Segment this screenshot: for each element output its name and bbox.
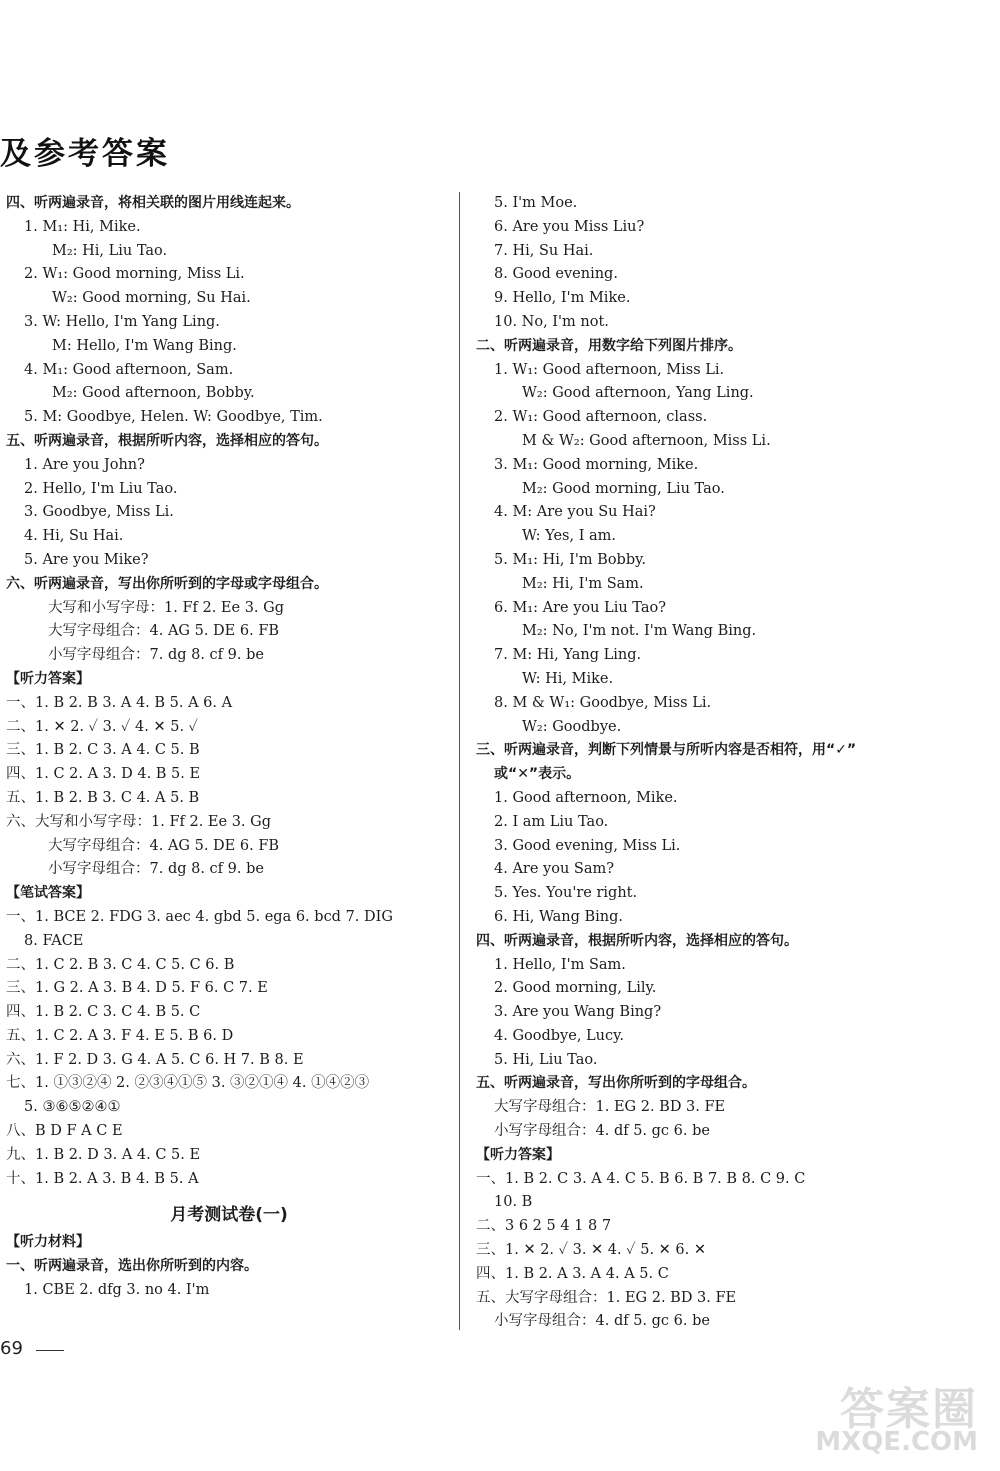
right-column-line: 4. Are you Sam? [494,861,615,878]
right-column-line: 四、1. B 2. A 3. A 4. A 5. C [476,1265,669,1282]
left-column-line: 1. Are you John? [24,456,145,473]
right-column-line: 1. W₁: Good afternoon, Miss Li. [494,361,725,378]
right-column-line: 1. Hello, I'm Sam. [494,956,626,973]
watermark-logo [771,1365,986,1465]
page-title: 及参考答案 [0,136,170,172]
right-column-line: 三、听两遍录音，判断下列情景与所听内容是否相符，用“✓” [476,742,857,759]
left-column-line: 一、听两遍录音，选出你所听到的内容。 [6,1258,258,1275]
left-column-line: 三、1. G 2. A 3. B 4. D 5. F 6. C 7. E [6,980,268,997]
right-column-line: M₂: No, I'm not. I'm Wang Bing. [522,623,757,640]
right-column-line: 五、大写字母组合：1. EG 2. BD 3. FE [476,1289,737,1306]
left-column-line: 九、1. B 2. D 3. A 4. C 5. E [6,1146,201,1163]
right-column-line: 10. B [494,1194,533,1211]
right-column-line: M₂: Hi, I'm Sam. [522,575,644,592]
right-column-line: W: Hi, Mike. [522,670,614,687]
right-column-line: 8. M & W₁: Goodbye, Miss Li. [494,694,712,711]
left-column-line: 五、1. B 2. B 3. C 4. A 5. B [6,789,200,806]
right-column-line: M₂: Good morning, Liu Tao. [522,480,725,497]
right-column-line: 8. Good evening. [494,266,618,283]
left-column-line: 【听力材料】 [6,1234,90,1251]
right-column-line: W: Yes, I am. [522,528,617,545]
left-column-line: 5. ③⑥⑤②④① [24,1099,121,1116]
left-column-line: 【听力答案】 [6,670,90,687]
right-column-line: 小写字母组合：4. df 5. gc 6. be [494,1123,710,1140]
left-column [6,192,452,1303]
left-column-line: 1. CBE 2. dfg 3. no 4. I'm [24,1282,210,1299]
right-column-line: 5. M₁: Hi, I'm Bobby. [494,551,646,568]
left-column-line: 十、1. B 2. A 3. B 4. B 5. A [6,1170,199,1187]
right-column-line: 7. M: Hi, Yang Ling. [494,647,642,664]
left-column-line: 四、听两遍录音，将相关联的图片用线连起来。 [6,195,300,211]
right-column [476,192,986,1334]
right-column-line: 6. M₁: Are you Liu Tao? [494,599,666,616]
left-column-line: 二、1. ✕ 2. ✓ 3. ✓ 4. ✕ 5. ✓ [6,718,199,735]
left-column-line: 4. Hi, Su Hai. [24,528,124,545]
watermark-domain: MXQE.COM [815,1427,978,1457]
right-column-line: 5. I'm Moe. [494,195,578,211]
left-column-line: 5. Are you Mike? [24,551,149,568]
left-column-line: 大写字母组合：4. AG 5. DE 6. FB [48,623,280,640]
right-column-line: 6. Are you Miss Liu? [494,218,645,235]
right-column-line: 1. Good afternoon, Mike. [494,789,678,806]
right-column-line: 大写字母组合：1. EG 2. BD 3. FE [494,1099,726,1116]
left-column-line: 五、1. C 2. A 3. F 4. E 5. B 6. D [6,1027,234,1044]
left-column-line: 【笔试答案】 [6,885,90,902]
watermark-chinese: 答案圈 [840,1384,978,1435]
left-column-line: 2. W₁: Good morning, Miss Li. [24,266,245,283]
left-column-line: 大写字母组合：4. AG 5. DE 6. FB [48,837,280,854]
left-column-line: 四、1. C 2. A 3. D 4. B 5. E [6,766,201,783]
right-column-line: 一、1. B 2. C 3. A 4. C 5. B 6. B 7. B 8. C 9. C [476,1170,806,1187]
right-column-line: 3. M₁: Good morning, Mike. [494,456,699,473]
right-column-line: 5. Hi, Liu Tao. [494,1051,598,1068]
right-column-line: 2. W₁: Good afternoon, class. [494,409,708,426]
right-column-line: M & W₂: Good afternoon, Miss Li. [522,432,771,449]
left-column-line: 2. Hello, I'm Liu Tao. [24,480,178,497]
right-column-line: 7. Hi, Su Hai. [494,242,594,259]
left-column-line: M₂: Hi, Liu Tao. [52,242,168,259]
left-column-line: 3. Goodbye, Miss Li. [24,504,174,521]
right-column-line: 2. I am Liu Tao. [494,813,609,830]
left-column-line: 四、1. B 2. C 3. C 4. B 5. C [6,1004,201,1021]
left-column-line: 8. FACE [24,932,84,949]
left-column-line: 小写字母组合：7. dg 8. cf 9. be [48,647,264,664]
left-column-line: 六、听两遍录音，写出你所听到的字母或字母组合。 [6,575,328,592]
left-column-line: 4. M₁: Good afternoon, Sam. [24,361,234,378]
right-column-line: 【听力答案】 [476,1146,560,1163]
column-divider [459,192,460,1330]
left-column-line: 小写字母组合：7. dg 8. cf 9. be [48,861,264,878]
left-column-line: 七、1. ①③②④ 2. ②③④①⑤ 3. ③②①④ 4. ①④②③ [6,1075,370,1092]
left-column-line: M₂: Good afternoon, Bobby. [52,385,255,402]
left-column-line: 一、1. BCE 2. FDG 3. aec 4. gbd 5. ega 6. bcd 7. DIG [6,908,393,925]
right-column-line: 10. No, I'm not. [494,313,609,330]
page-number-rule [36,1350,64,1351]
left-column-line: 3. W: Hello, I'm Yang Ling. [24,313,220,330]
right-column-line: 四、听两遍录音，根据所听内容，选择相应的答句。 [476,932,798,949]
page-number: 69 [0,1338,23,1359]
left-column-line: M: Hello, I'm Wang Bing. [52,337,237,354]
left-column-line: 一、1. B 2. B 3. A 4. B 5. A 6. A [6,694,233,711]
right-column-line: 三、1. ✕ 2. ✓ 3. ✕ 4. ✓ 5. ✕ 6. ✕ [476,1242,707,1259]
left-column-line: 六、大写和小写字母：1. Ff 2. Ee 3. Gg [6,813,272,830]
left-column-line: 大写和小写字母：1. Ff 2. Ee 3. Gg [48,599,285,616]
right-column-line: 4. M: Are you Su Hai? [494,504,656,521]
right-column-line: 二、3 6 2 5 4 1 8 7 [476,1218,612,1235]
left-column-line: 1. M₁: Hi, Mike. [24,218,141,235]
right-column-line: 9. Hello, I'm Mike. [494,290,631,307]
left-column-line: 三、1. B 2. C 3. A 4. C 5. B [6,742,200,759]
left-column-line: 5. M: Goodbye, Helen. W: Goodbye, Tim. [24,409,323,426]
right-column-line: 2. Good morning, Lily. [494,980,657,997]
right-column-line: 5. Yes. You're right. [494,885,638,902]
right-column-line: 五、听两遍录音，写出你所听到的字母组合。 [476,1075,756,1092]
right-column-line: 4. Goodbye, Lucy. [494,1027,625,1044]
left-column-line: 八、B D F A C E [6,1123,123,1140]
right-column-line: 3. Are you Wang Bing? [494,1004,662,1021]
right-column-line: W₂: Good afternoon, Yang Ling. [522,385,754,402]
left-column-line: 月考测试卷(一) [170,1205,288,1226]
left-column-line: 六、1. F 2. D 3. G 4. A 5. C 6. H 7. B 8. E [6,1051,304,1068]
right-column-line: 小写字母组合：4. df 5. gc 6. be [494,1313,710,1330]
left-column-line: 二、1. C 2. B 3. C 4. C 5. C 6. B [6,956,235,973]
right-column-line: 或“✕”表示。 [494,766,581,783]
left-column-line: 五、听两遍录音，根据所听内容，选择相应的答句。 [6,432,328,449]
left-column-line: W₂: Good morning, Su Hai. [52,290,251,307]
right-column-line: 6. Hi, Wang Bing. [494,908,623,925]
right-column-line: W₂: Goodbye. [522,718,622,735]
right-column-line: 3. Good evening, Miss Li. [494,837,681,854]
right-column-line: 二、听两遍录音，用数字给下列图片排序。 [476,337,742,354]
